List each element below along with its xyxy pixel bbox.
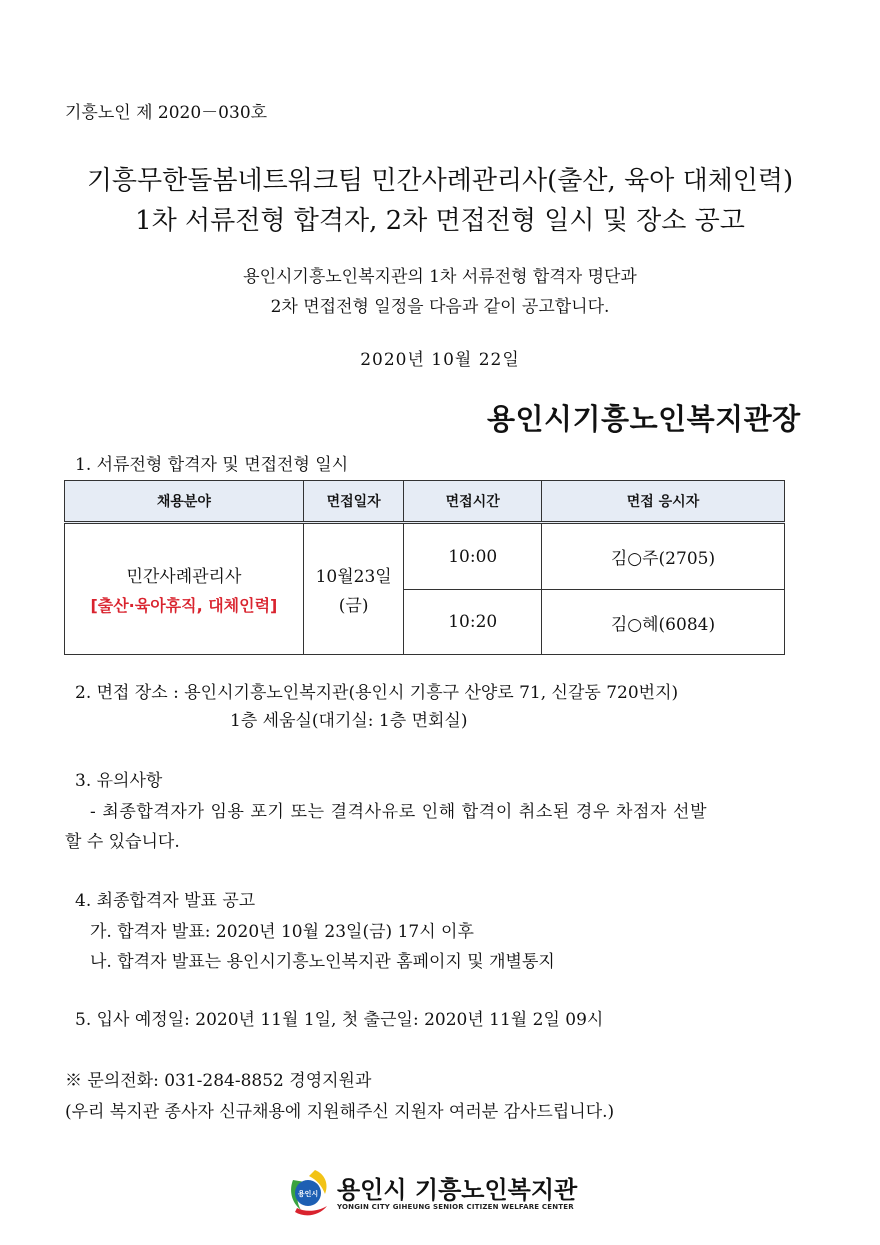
- field-note: [출산·육아휴직, 대체인력]: [90, 596, 278, 615]
- title-line-2: 1차 서류전형 합격자, 2차 면접전형 일시 및 장소 공고: [135, 206, 745, 236]
- interview-date: 10월23일: [315, 567, 392, 587]
- contact-line: ※ 문의전화: 031-284-8852 경영지원과: [65, 1071, 372, 1091]
- header-candidate: 면접 응시자: [541, 481, 784, 523]
- section-3-note-line-2: 할 수 있습니다.: [65, 832, 180, 852]
- field-name: 민간사례관리사: [126, 567, 242, 587]
- header-date: 면접일자: [303, 481, 404, 523]
- cell-time: 10:00: [404, 523, 542, 590]
- cell-candidate: 김○혜(6084): [541, 590, 784, 655]
- emblem-text: 용인시: [297, 1190, 319, 1198]
- intro-line-2: 2차 면접전형 일정을 다음과 같이 공고합니다.: [270, 297, 610, 317]
- interview-weekday: (금): [338, 596, 369, 616]
- notice-date: 2020년 10월 22일: [360, 350, 520, 370]
- section-2-room: 1층 세움실(대기실: 1층 면회실): [230, 711, 468, 731]
- header-field: 채용분야: [65, 481, 304, 523]
- section-2-location: 2. 면접 장소 : 용인시기흥노인복지관(용인시 기흥구 산양로 71, 신갈동 720번지): [75, 683, 679, 703]
- organization-head: 용인시기흥노인복지관장: [487, 402, 801, 436]
- welfare-center-logo: [285, 1168, 578, 1220]
- emblem-swoosh-red: [295, 1206, 327, 1215]
- section-4-heading: 4. 최종합격자 발표 공고: [75, 891, 256, 911]
- section-5-start-date: 5. 입사 예정일: 2020년 11월 1일, 첫 출근일: 2020년 11월 2일 09시: [75, 1010, 604, 1030]
- thanks-line: (우리 복지관 종사자 신규채용에 지원해주신 지원자 여러분 감사드립니다.): [65, 1102, 615, 1122]
- logo-name: 용인시 기흥노인복지관: [337, 1176, 578, 1204]
- emblem-icon: [285, 1168, 331, 1218]
- intro-line-1: 용인시기흥노인복지관의 1차 서류전형 합격자 명단과: [243, 267, 637, 287]
- document-number: 기흥노인 제 2020－030호: [65, 103, 268, 123]
- cell-time: 10:20: [404, 590, 542, 655]
- cell-date: [303, 523, 404, 655]
- table-row: [65, 523, 785, 590]
- section-3-note-line-1: - 최종합격자가 임용 포기 또는 결격사유로 인해 합격이 취소된 경우 차점자 선발: [90, 802, 708, 822]
- title-line-1: 기흥무한돌봄네트워크팀 민간사례관리사(출산, 육아 대체인력): [86, 166, 794, 196]
- section-4-item-a: 가. 합격자 발표: 2020년 10월 23일(금) 17시 이후: [90, 922, 474, 942]
- table-header-row: [65, 481, 785, 523]
- header-time: 면접시간: [404, 481, 542, 523]
- cell-field: [65, 523, 304, 655]
- results-table: [64, 480, 785, 655]
- cell-candidate: 김○주(2705): [541, 523, 784, 590]
- logo-english-name: YONGIN CITY GIHEUNG SENIOR CITIZEN WELFARE CENTER: [337, 1203, 574, 1211]
- section-4-item-b: 나. 합격자 발표는 용인시기흥노인복지관 홈페이지 및 개별통지: [90, 952, 555, 972]
- section-3-heading: 3. 유의사항: [75, 771, 163, 791]
- section-1-heading: 1. 서류전형 합격자 및 면접전형 일시: [75, 455, 349, 475]
